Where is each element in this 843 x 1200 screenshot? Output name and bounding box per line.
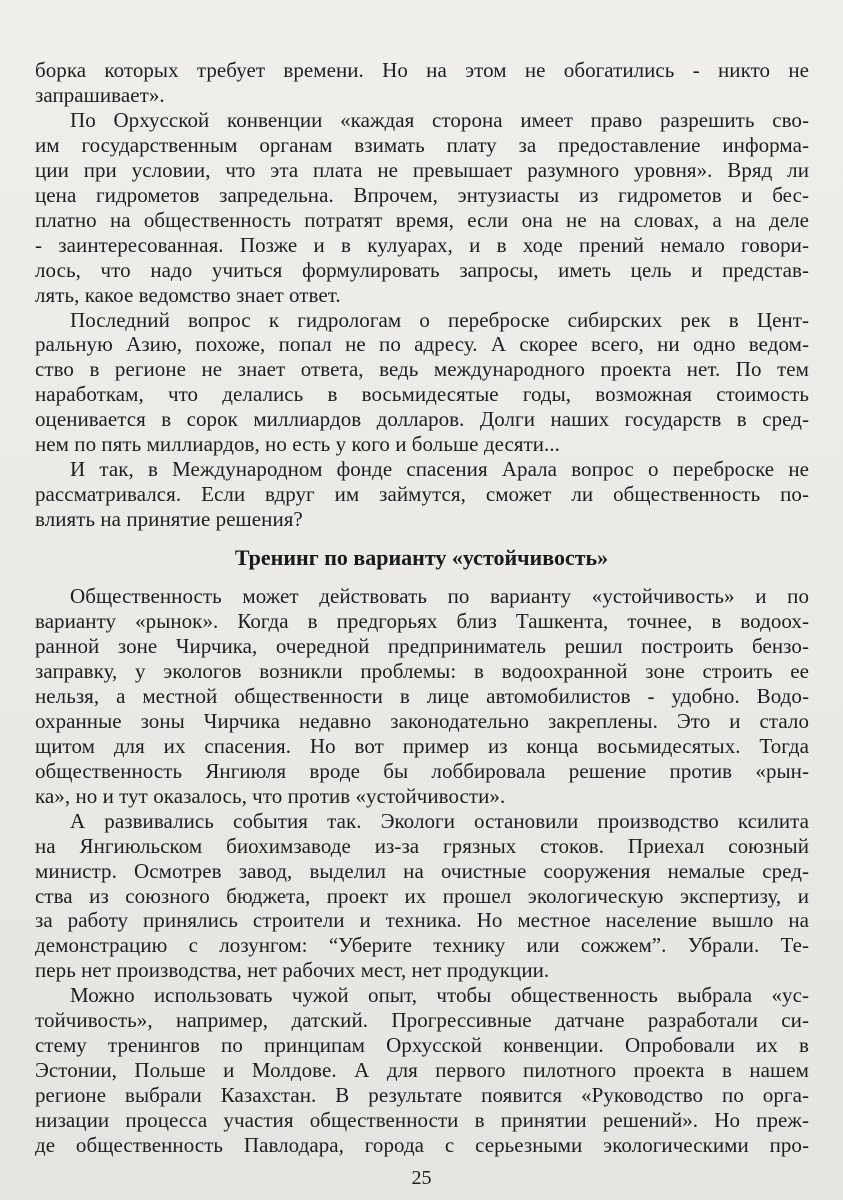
text-line: борка которых требует времени. Но на этом не обогатились - никто не (35, 58, 809, 82)
text-line: наработкам, что делались в восьмидесятые годы, возможная стоимость (35, 382, 809, 406)
text-line: цена гидрометов запредельна. Впрочем, энтузиасты из гидрометов и бес- (35, 183, 809, 207)
text-line: платно на общественность потратят время, если она не на словах, а на деле (35, 208, 809, 232)
text-line: на Янгиюльском биохимзаводе из-за грязных стоков. Приехал союзный (35, 834, 809, 858)
text-line: ранной зоне Чирчика, очередной предприниматель решил построить бензо- (35, 634, 809, 658)
text-line: ка», но и тут оказалось, что против «устойчивости». (35, 784, 506, 808)
text-line: запрашивает». (35, 83, 165, 107)
text-line: оценивается в сорок миллиардов долларов. Долги наших государств в сред- (35, 407, 809, 431)
text-line: нельзя, а местной общественности в лице автомобилистов - удобно. Водо- (35, 684, 809, 708)
text-line: щитом для их спасения. Но вот пример из конца восьмидесятых. Тогда (35, 734, 809, 758)
text-line: варианту «рынок». Когда в предгорьях близ Ташкента, точнее, в водоох- (35, 609, 809, 633)
text-line: регионе выбрали Казахстан. В результате появится «Руководство по орга- (35, 1083, 809, 1107)
text-line: Общественность может действовать по варианту «устойчивость» и по (70, 584, 809, 608)
text-line: рассматривался. Если вдруг им займутся, сможет ли общественность по- (35, 482, 809, 506)
text-line: ство в регионе не знает ответа, ведь международного проекта нет. По тем (35, 357, 809, 381)
section-heading: Тренинг по варианту «устойчивость» (234, 545, 609, 570)
text-line: им государственным органам взимать плату за предоставление информа- (35, 133, 809, 157)
text-line: общественность Янгиюля вроде бы лоббировала решение против «рын- (35, 759, 809, 783)
text-line: Можно использовать чужой опыт, чтобы общественность выбрала «ус- (70, 983, 809, 1007)
text-line: - заинтересованная. Позже и в кулуарах, и в ходе прений немало говори- (35, 233, 809, 257)
text-line: стему тренингов по принципам Орхусской конвенции. Опробовали их в (35, 1033, 809, 1057)
text-line: демонстрацию с лозунгом: “Уберите технику или сожжем”. Убрали. Те- (35, 933, 809, 957)
text-line: низации процесса участия общественности в принятии решений». Но преж- (35, 1108, 809, 1132)
text-line: министр. Осмотрев завод, выделил на очистные сооружения немалые сред- (35, 859, 809, 883)
text-line: лось, что надо учиться формулировать запросы, иметь цель и представ- (35, 258, 809, 282)
text-line: И так, в Международном фонде спасения Арала вопрос о переброске не (70, 457, 809, 481)
text-line: лять, какое ведомство знает ответ. (35, 283, 341, 307)
text-line: влиять на принятие решения? (35, 507, 303, 531)
text-line: заправку, у экологов возникли проблемы: в водоохранной зоне строить ее (35, 659, 809, 683)
text-line: тойчивость», например, датский. Прогрессивные датчане разработали си- (35, 1008, 809, 1032)
text-line: охранные зоны Чирчика недавно законодательно закреплены. Это и стало (35, 709, 809, 733)
text-line: ции при условии, что эта плата не превышает разумного уровня». Вряд ли (35, 158, 809, 182)
page-number: 25 (411, 1167, 432, 1189)
text-line: ства из союзного бюджета, проект их прошел экологическую экспертизу, и (35, 884, 809, 908)
text-line: По Орхусской конвенции «каждая сторона имеет право разрешить сво- (70, 108, 809, 132)
text-line: Эстонии, Польше и Молдове. А для первого пилотного проекта в нашем (35, 1058, 809, 1082)
text-line: ральную Азию, похоже, попал не по адресу. А скорее всего, ни одно ведом- (35, 332, 809, 356)
text-line: перь нет производства, нет рабочих мест, нет продукции. (35, 958, 550, 982)
text-line: А развивались события так. Экологи остановили производство ксилита (70, 809, 809, 833)
text-line: де общественность Павлодара, города с серьезными экологическими про- (35, 1133, 809, 1157)
text-line: нем по пять миллиардов, но есть у кого и больше десяти... (35, 432, 560, 456)
text-line: Последний вопрос к гидрологам о переброске сибирских рек в Цент- (70, 308, 809, 332)
text-line: за работу принялись строители и техника. Но местное население вышло на (35, 908, 809, 932)
